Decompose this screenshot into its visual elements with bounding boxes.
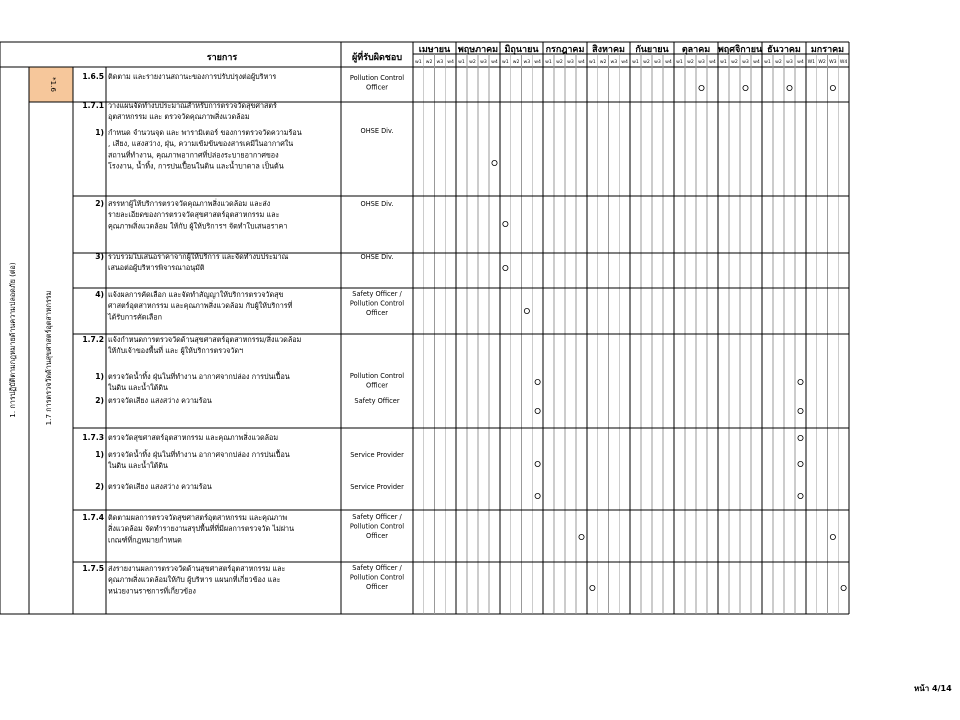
schedule-mark	[579, 534, 584, 539]
row-text: , เสียง, แสงสว่าง, ฝุ่น, ความเข้มข้นของสารเคมีในอากาศใน	[108, 139, 294, 149]
week-header: w1	[676, 60, 683, 65]
schedule-mark	[830, 85, 835, 90]
week-header: w1	[764, 60, 771, 65]
month-header: ตุลาคม	[681, 45, 711, 55]
row-number: 1.7.5	[82, 564, 104, 573]
week-header: w1	[502, 60, 509, 65]
responsible-text: OHSE Div.	[360, 253, 394, 261]
week-header: W2	[818, 60, 826, 65]
schedule-mark	[798, 435, 803, 440]
week-header: w4	[753, 60, 760, 65]
responsible-text: Safety Officer /	[352, 564, 402, 572]
section-16-label: *1.6	[49, 76, 58, 93]
row-text: ให้กับเจ้าของพื้นที่ และ ผู้ให้บริการตรวจวัดฯ	[108, 346, 244, 356]
row-number: 1.7.1	[82, 101, 104, 110]
row-text: เกณฑ์ที่กฎหมายกำหนด	[108, 535, 182, 545]
week-header: w4	[447, 60, 454, 65]
row-text: แจ้งกำหนดการตรวจวัดด้านสุขศาสตร์อุตสาหกรรม/สิ่งแวดล้อม	[108, 335, 302, 344]
row-text: คุณภาพสิ่งแวดล้อมให้กับ ผู้บริหาร แผนกที่เกี่ยวข้อง และ	[108, 575, 281, 585]
week-header: w3	[523, 60, 531, 65]
table-body	[8, 68, 404, 596]
schedule-mark	[699, 85, 704, 90]
responsible-text: Officer	[366, 309, 388, 317]
row-number: 1)	[95, 372, 104, 381]
row-number: 1.7.3	[82, 433, 104, 442]
month-header: มกราคม	[810, 45, 845, 55]
section-17-label: 1.7 การตรวจวัดด้านสุขศาสตร์อุตสาหกรรม	[44, 290, 53, 426]
responsible-text: Officer	[366, 583, 388, 591]
month-header: สิงหาคม	[592, 45, 625, 55]
schedule-marks	[492, 85, 846, 590]
responsible-text: Pollution Control	[349, 372, 405, 380]
row-number: 3)	[95, 252, 104, 261]
week-header: w4	[665, 60, 672, 65]
row-text: ตรวจวัดเสียง แสงสว่าง ความร้อน	[108, 396, 212, 405]
row-number: 1)	[95, 128, 104, 137]
row-text: รวบรวมใบเสนอราคาจากผู้ให้บริการ และจัดทำงบประมาณ	[108, 252, 289, 261]
schedule-mark	[787, 85, 792, 90]
week-header: w4	[797, 60, 804, 65]
schedule-mark	[798, 461, 803, 466]
row-text: ส่งรายงานผลการตรวจวัดด้านสุขศาสตร์อุตสาหกรรม และ	[108, 564, 286, 573]
responsible-text: Pollution Control	[349, 74, 405, 82]
row-text: ตรวจวัดเสียง แสงสว่าง ความร้อน	[108, 482, 212, 491]
month-header: พฤษภาคม	[457, 45, 499, 55]
schedule-mark	[503, 221, 508, 226]
row-number: 2)	[95, 199, 104, 208]
row-text: อุตสาหกรรม และ ตรวจวัดคุณภาพสิ่งแวดล้อม	[108, 112, 250, 122]
schedule-mark	[524, 308, 529, 313]
row-text: ในดิน และน้ำใต้ดิน	[108, 461, 168, 471]
row-text: โรงงาน, น้ำทิ้ง, การปนเปื้อนในดิน และน้ำบาดาล เป็นต้น	[108, 161, 284, 171]
week-header: w3	[610, 60, 618, 65]
schedule-mark	[798, 408, 803, 413]
week-header: w3	[698, 60, 705, 65]
week-header: w3	[742, 60, 749, 65]
row-text: สถานที่ทำงาน, คุณภาพอากาศที่ปล่องระบายอากาศของ	[108, 150, 279, 160]
row-number: 1.7.2	[82, 335, 104, 344]
week-header: w1	[589, 60, 596, 65]
responsible-header: ผู้ที่รับผิดชอบ	[351, 53, 403, 63]
row-text: ตรวจวัดสุขศาสตร์อุตสาหกรรม และคุณภาพสิ่งแวดล้อม	[108, 433, 279, 442]
week-header: W4	[839, 60, 848, 65]
week-header: w4	[578, 60, 585, 65]
week-header: w4	[621, 60, 628, 65]
responsible-text: Safety Officer /	[352, 513, 402, 521]
week-header: W3	[829, 60, 837, 65]
schedule-mark	[798, 379, 803, 384]
month-header: กันยายน	[635, 45, 669, 55]
row-text: ในดิน และน้ำใต้ดิน	[108, 383, 168, 393]
week-header: w2	[775, 60, 782, 65]
week-header: w2	[643, 60, 650, 65]
week-header: w2	[731, 60, 738, 65]
schedule-mark	[535, 408, 540, 413]
row-text: ติดตาม และรายงานสถานะของการปรับปรุงต่อผู้บริหาร	[108, 72, 277, 81]
responsible-text: Safety Officer /	[352, 290, 402, 298]
week-header: w2	[512, 60, 520, 65]
week-header: w1	[720, 60, 727, 65]
responsible-text: Pollution Control	[349, 522, 405, 531]
row-number: 1)	[95, 450, 104, 459]
schedule-mark	[830, 534, 835, 539]
responsible-text: OHSE Div.	[360, 200, 394, 208]
schedule-mark	[841, 585, 846, 590]
row-text: สิ่งแวดล้อม จัดทำรายงานสรุปพื้นที่ที่มีผลการตรวจวัด ไม่ผ่าน	[108, 524, 295, 534]
week-header: w3	[436, 60, 444, 65]
schedule-mark	[535, 493, 540, 498]
row-number: 2)	[95, 396, 104, 405]
week-header: w3	[480, 60, 487, 65]
week-header: w3	[654, 60, 661, 65]
table-header	[207, 44, 848, 65]
row-text: คุณภาพสิ่งแวดล้อม ให้กับ ผู้ให้บริการฯ จัดทำใบเสนอราคา	[108, 221, 288, 231]
week-header: w1	[415, 60, 422, 65]
responsible-text: Safety Officer	[354, 397, 400, 405]
week-header: W1	[807, 60, 816, 65]
row-number: 1.6.5	[82, 72, 104, 81]
row-text: ตรวจวัดน้ำทิ้ง ฝุ่นในที่ทำงาน อากาศจากปล่อง การปนเปื้อน	[108, 450, 290, 459]
week-header: w3	[567, 60, 574, 65]
schedule-mark	[590, 585, 595, 590]
row-text: แจ้งผลการคัดเลือก และจัดทำสัญญาให้บริการตรวจวัดสุข	[108, 290, 284, 299]
responsible-text: Officer	[366, 532, 388, 540]
schedule-mark	[535, 461, 540, 466]
row-text: เสนอต่อผู้บริหารพิจารณาอนุมัติ	[108, 263, 205, 273]
week-header: w2	[425, 60, 433, 65]
row-text: กำหนด จำนวนจุด และ พารามิเตอร์ ของการตรวจวัดความร้อน	[108, 128, 302, 137]
page-number: หน้า 4/14	[914, 684, 952, 693]
week-header: w2	[599, 60, 607, 65]
month-header: พฤศจิกายน	[717, 45, 763, 55]
month-header: มิถุนายน	[504, 45, 539, 55]
week-header: w4	[491, 60, 498, 65]
row-text: ศาสตร์อุตสาหกรรม และคุณภาพสิ่งแวดล้อม กับผู้ให้บริการที่	[108, 301, 293, 311]
row-text: รายละเอียดของการตรวจวัดสุขศาสตร์อุตสาหกรรม และ	[108, 210, 280, 220]
items-header: รายการ	[206, 53, 238, 63]
schedule-mark	[503, 265, 508, 270]
row-text: ได้รับการคัดเลือก	[108, 312, 162, 322]
row-text: หน่วยงานราชการที่เกี่ยวข้อง	[108, 586, 196, 596]
week-header: w1	[545, 60, 552, 65]
group-label: 1. การปฏิบัติตามกฎหมายด้านความปลอดภัย (ต่อ)	[8, 262, 17, 418]
row-text: ติดตามผลการตรวจวัดสุขศาสตร์อุตสาหกรรม และคุณภาพ	[108, 513, 288, 522]
schedule-mark	[535, 379, 540, 384]
schedule-mark	[798, 493, 803, 498]
week-header: w1	[632, 60, 639, 65]
week-header: w4	[709, 60, 716, 65]
row-text: วางแผนจัดทำงบประมาณสำหรับการตรวจวัดสุขศาสตร์	[108, 101, 277, 110]
row-number: 1.7.4	[82, 513, 104, 522]
week-header: w4	[534, 60, 541, 65]
responsible-text: Officer	[366, 381, 388, 390]
responsible-text: Pollution Control	[349, 299, 405, 308]
row-text: สรรหาผู้ให้บริการตรวจวัดคุณภาพสิ่งแวดล้อม และส่ง	[108, 199, 271, 208]
month-header: กรกฎาคม	[545, 45, 585, 55]
schedule-mark	[743, 85, 748, 90]
week-header: w2	[469, 60, 476, 65]
row-number: 2)	[95, 482, 104, 491]
row-number: 4)	[95, 290, 104, 299]
responsible-text: Service Provider	[350, 483, 404, 491]
week-header: w2	[687, 60, 694, 65]
responsible-text: OHSE Div.	[360, 127, 394, 135]
row-text: ตรวจวัดน้ำทิ้ง ฝุ่นในที่ทำงาน อากาศจากปล่อง การปนเปื้อน	[108, 372, 290, 381]
month-header: ธันวาคม	[767, 45, 801, 55]
month-header: เมษายน	[418, 45, 451, 55]
responsible-text: Service Provider	[350, 451, 404, 459]
week-header: w2	[556, 60, 563, 65]
schedule-mark	[492, 160, 497, 165]
week-header: w1	[458, 60, 465, 65]
responsible-text: Pollution Control	[349, 573, 405, 582]
responsible-text: Officer	[366, 83, 388, 92]
week-header: w3	[786, 60, 793, 65]
